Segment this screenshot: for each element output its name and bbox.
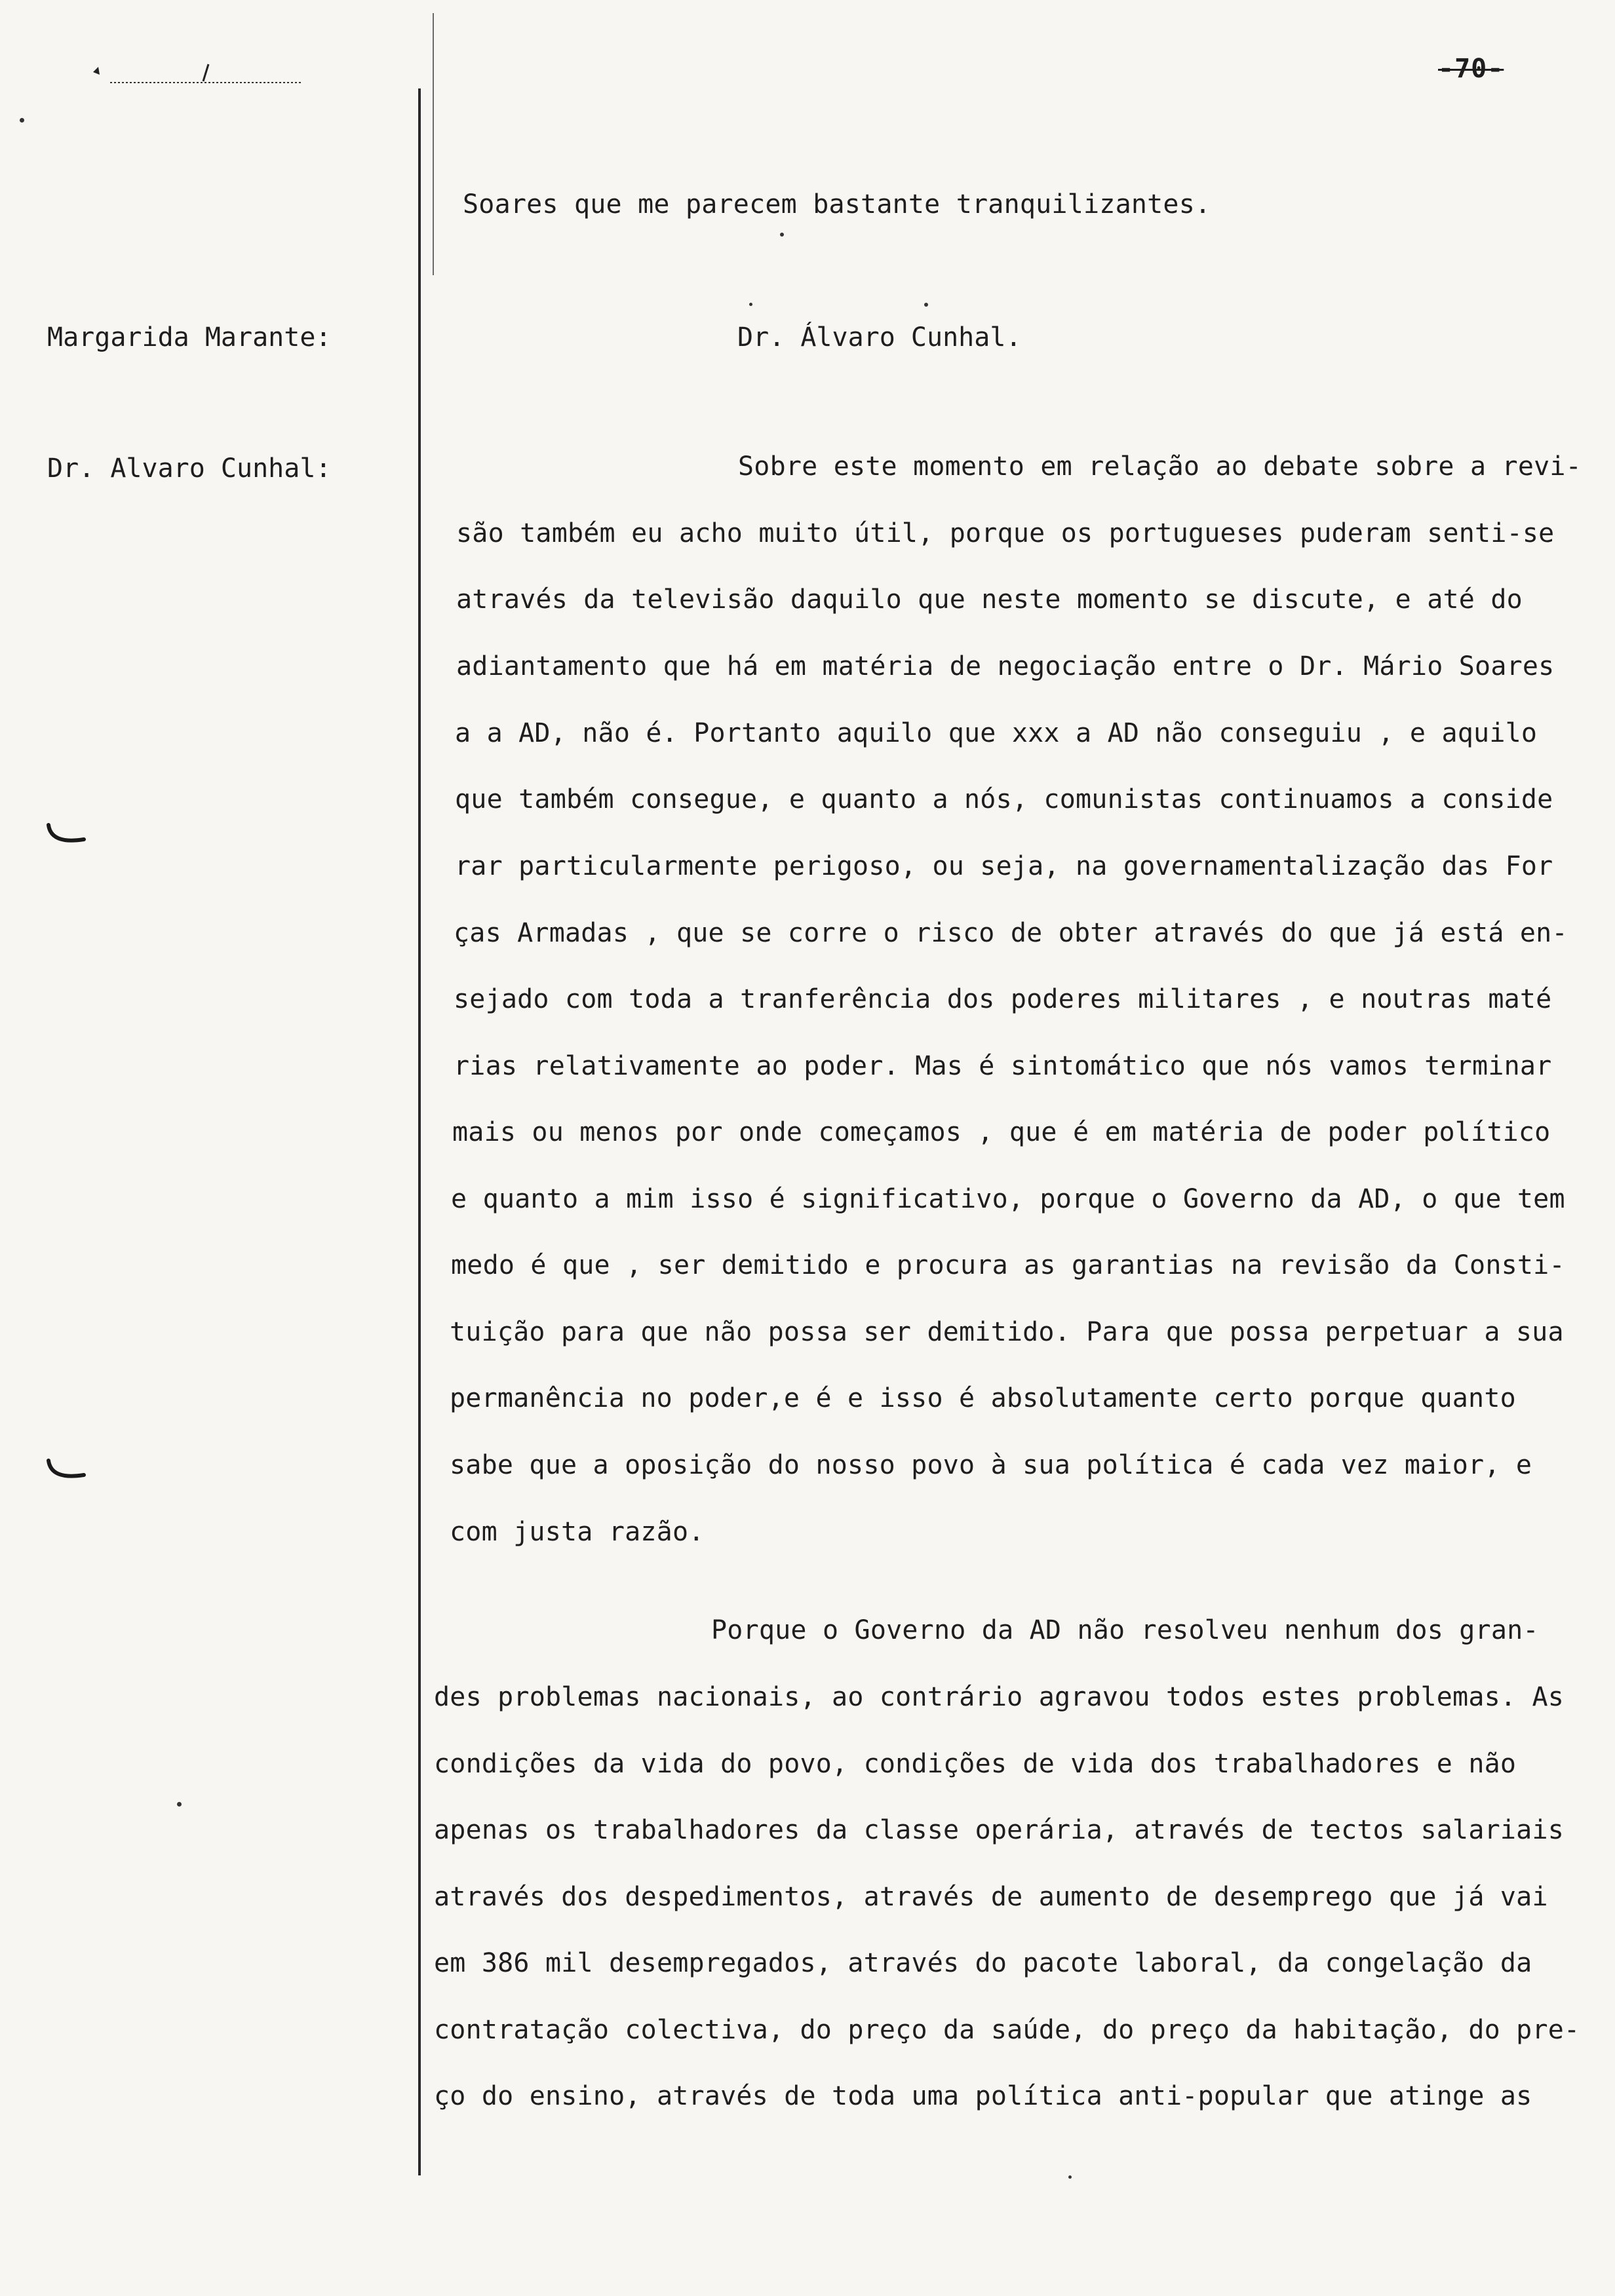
text-line: rar particularmente perigoso, ou seja, na governamentalização das For	[455, 851, 1553, 881]
margin-rule	[418, 88, 421, 2175]
text-line: permanência no poder,e é e isso é absolutamente certo porque quanto	[450, 1383, 1516, 1413]
scan-speck	[749, 303, 752, 306]
text-line: e quanto a mim isso é significativo, porque o Governo da AD, o que tem	[451, 1184, 1565, 1214]
text-line: apenas os trabalhadores da classe operária, através de tectos salariais	[434, 1815, 1565, 1845]
text-line: Sobre este momento em relação ao debate sobre a revi-	[738, 451, 1582, 482]
scan-speck	[1068, 2175, 1072, 2179]
text-line: através da televisão daquilo que neste momento se discute, e até do	[456, 584, 1523, 615]
text-line: adiantamento que há em matéria de negociação entre o Dr. Mário Soares	[456, 651, 1555, 681]
page-number: -70-	[1438, 54, 1504, 84]
margin-curve-mark	[46, 1458, 87, 1484]
text-line: a a AD, não é. Portanto aquilo que xxx a AD não conseguiu , e aquilo	[455, 718, 1538, 748]
text-line: ças Armadas , que se corre o risco de obter através do que já está en-	[454, 918, 1568, 948]
scan-speck	[177, 1802, 182, 1807]
text-line: são também eu acho muito útil, porque os portugueses puderam senti-se	[456, 518, 1555, 548]
dotted-signature-line-mark	[92, 60, 308, 86]
text-line: sejado com toda a tranferência dos poderes militares , e noutras maté	[454, 984, 1552, 1014]
text-line: em 386 mil desempregados, através do pacote laboral, da congelação da	[434, 1948, 1532, 1978]
text-line: rias relativamente ao poder. Mas é sintomático que nós vamos terminar	[454, 1051, 1552, 1081]
speaker-label-margarida-marante: Margarida Marante:	[47, 322, 332, 353]
text-line: mais ou menos por onde começamos , que é em matéria de poder político	[452, 1117, 1551, 1147]
margin-curve-mark	[46, 822, 87, 849]
text-line: com justa razão.	[450, 1517, 705, 1547]
scan-speck	[20, 118, 24, 123]
margin-rule-faint	[433, 13, 434, 275]
text-line: Soares que me parecem bastante tranquilizantes.	[463, 189, 1211, 220]
text-line: Porque o Governo da AD não resolveu nenhum dos gran-	[711, 1615, 1539, 1645]
text-line: condições da vida do povo, condições de vida dos trabalhadores e não	[434, 1749, 1517, 1779]
scan-speck	[924, 303, 928, 307]
text-line: medo é que , ser demitido e procura as garantias na revisão da Consti-	[451, 1250, 1565, 1280]
text-line: ço do ensino, através de toda uma política anti-popular que atinge as	[434, 2081, 1532, 2111]
text-line: através dos despedimentos, através de aumento de desemprego que já vai	[434, 1882, 1548, 1912]
speaker-label-alvaro-cunhal: Dr. Alvaro Cunhal:	[47, 453, 332, 484]
text-line: que também consegue, e quanto a nós, comunistas continuamos a conside	[455, 784, 1553, 814]
scan-speck	[780, 233, 784, 237]
text-line: sabe que a oposição do nosso povo à sua política é cada vez maior, e	[450, 1450, 1532, 1480]
text-line: des problemas nacionais, ao contrário agravou todos estes problemas. As	[434, 1682, 1565, 1712]
centered-speaker-heading: Dr. Álvaro Cunhal.	[737, 322, 1022, 353]
text-line: contratação colectiva, do preço da saúde, do preço da habitação, do pre-	[434, 2015, 1580, 2045]
text-line: tuição para que não possa ser demitido. Para que possa perpetuar a sua	[450, 1317, 1564, 1347]
